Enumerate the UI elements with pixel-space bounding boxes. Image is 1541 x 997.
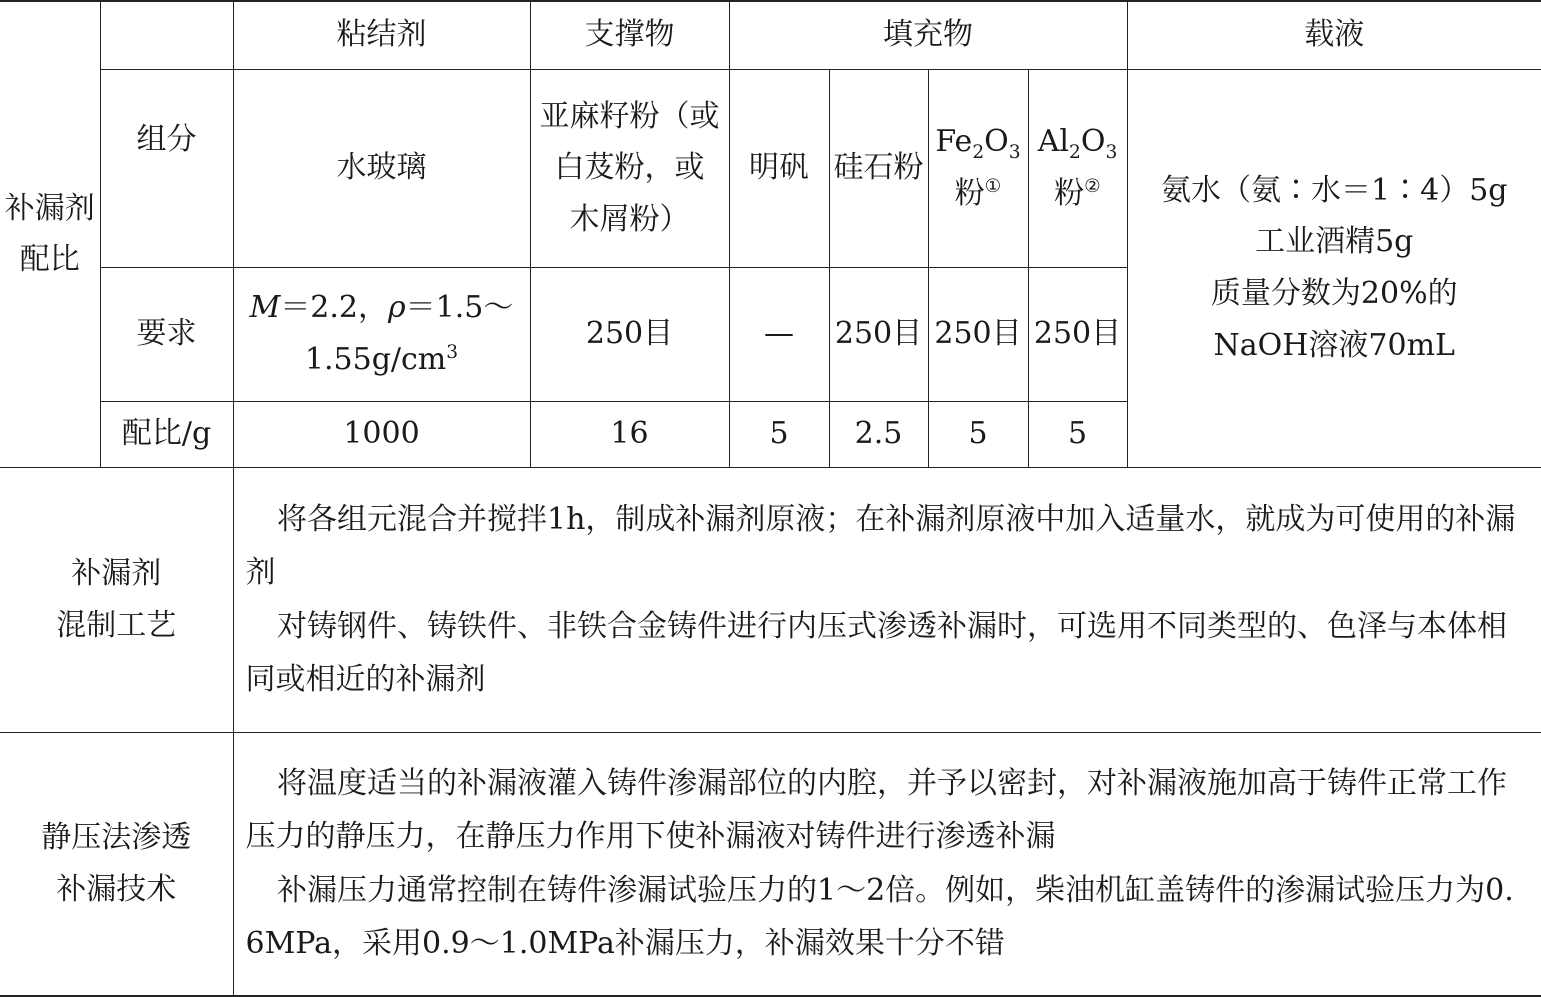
process-paragraph-1: 将各组元混合并搅拌1h，制成补漏剂原液；在补漏剂原液中加入适量水，就成为可使用的补漏剂 xyxy=(245,501,1516,591)
static-pressure-row xyxy=(0,732,1541,996)
ratio-fe2o3: 5 xyxy=(928,401,1028,467)
footnote-marker-2: ② xyxy=(1084,176,1101,197)
composition-binder: 水玻璃 xyxy=(233,69,530,267)
process-paragraph-2: 对铸钢件、铸铁件、非铁合金铸件进行内压式渗透补漏时，可选用不同类型的、色泽与本体相同或相近的补漏剂 xyxy=(245,608,1507,697)
requirement-silica: 250目 xyxy=(829,267,928,401)
composition-silica: 硅石粉 xyxy=(829,69,928,267)
row-label-requirement: 要求 xyxy=(100,267,233,401)
ratio-silica: 2.5 xyxy=(829,401,928,467)
requirement-fe2o3: 250目 xyxy=(928,267,1028,401)
requirement-al2o3: 250目 xyxy=(1028,267,1127,401)
header-binder: 粘结剂 xyxy=(233,1,530,69)
composition-row xyxy=(0,69,1541,267)
row-group-label-ratio: 补漏剂 配比 xyxy=(0,1,100,467)
al2o3-formula: $Al_2O_3$ xyxy=(1037,124,1118,164)
footnote-marker-1: ① xyxy=(984,176,1002,197)
header-carrier: 载液 xyxy=(1127,1,1541,69)
row-label-ratio: 配比/g xyxy=(100,401,233,467)
composition-support: 亚麻籽粉（或 白芨粉，或 木屑粉） xyxy=(530,69,729,267)
row-label-composition: 组分 xyxy=(100,69,233,267)
ratio-binder: 1000 xyxy=(233,401,530,467)
ratio-support: 16 xyxy=(530,401,729,467)
static-paragraph-1: 将温度适当的补漏液灌入铸件渗漏部位的内腔，并予以密封，对补漏液施加高于铸件正常工作压力的静压力，在静压力作用下使补漏液对铸件进行渗透补漏 xyxy=(245,765,1507,855)
header-empty-cell xyxy=(100,1,233,69)
fe2o3-formula: $Fe_2O_3$ xyxy=(935,124,1021,164)
composition-al2o3: $Al_2O_3$ 粉② xyxy=(1028,69,1127,267)
composition-alum: 明矾 xyxy=(729,69,829,267)
static-paragraph-2: 补漏压力通常控制在铸件渗漏试验压力的1～2倍。例如，柴油机缸盖铸件的渗漏试验压力为0.6MPa，采用0.9～1.0MPa补漏压力，补漏效果十分不错 xyxy=(245,872,1514,962)
requirement-alum: — xyxy=(729,267,829,401)
header-filler: 填充物 xyxy=(729,1,1127,69)
composition-fe2o3: $Fe_2O_3$ 粉① xyxy=(928,69,1028,267)
process-row xyxy=(0,467,1541,732)
static-pressure-description xyxy=(233,732,1541,996)
requirement-support: 250目 xyxy=(530,267,729,401)
row-label-static-pressure: 静压法渗透 补漏技术 xyxy=(0,732,233,996)
carrier-composition: 氨水（氨∶水＝1∶4）5g 工业酒精5g 质量分数为20%的 NaOH溶液70mL xyxy=(1127,69,1541,467)
row-label-process: 补漏剂 混制工艺 xyxy=(0,467,233,732)
header-support: 支撑物 xyxy=(530,1,729,69)
ratio-alum: 5 xyxy=(729,401,829,467)
header-row xyxy=(0,1,1541,69)
requirement-binder: M＝2.2，ρ＝1.5～ $1.55g/cm^3$ xyxy=(233,267,530,401)
process-description xyxy=(233,467,1541,732)
ratio-al2o3: 5 xyxy=(1028,401,1127,467)
